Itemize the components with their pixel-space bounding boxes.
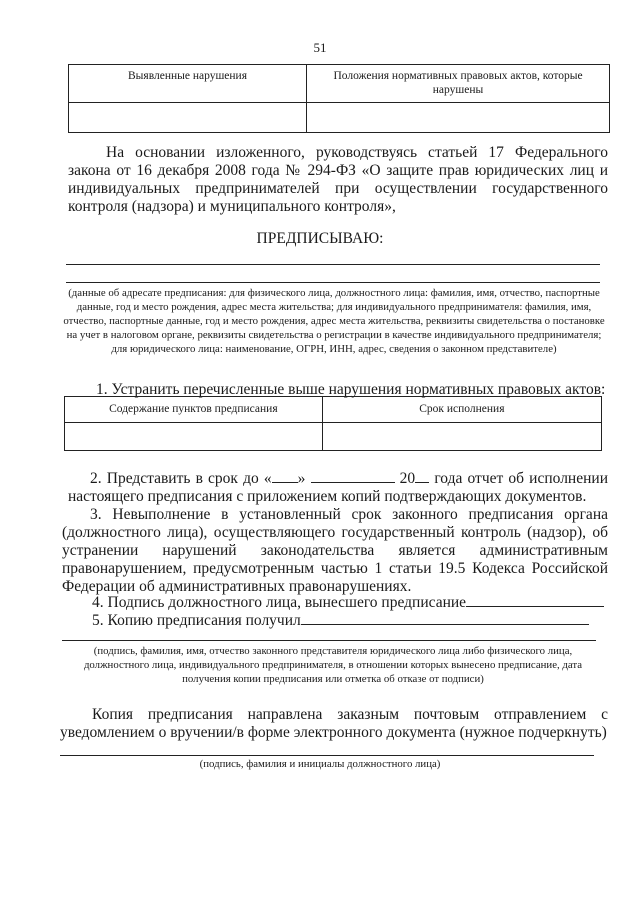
- addressee-note: (данные об адресате предписания: для физического лица, должностного лица: фамилия, имя, отчество, паспортные данные, год и место рождения, адрес места жительства; для индивидуального предпринимателя: фамилия, имя, отчество, паспортные данные, год и место рождения, адрес места жительства, реквизиты свидетельства о постановке на учет в налоговом органе, реквизиты свидетельства о регистрации в качестве индивидуального предпринимателя; для юридического лица: наименование, ОГРН, ИНН, адрес, сведения о законном представителе): [63, 287, 605, 355]
- violations-table-header-2: Положения нормативных правовых актов, которые нарушены: [307, 65, 610, 103]
- signature-blank: [466, 606, 604, 607]
- item-3: 3. Невыполнение в установленный срок законного предписания органа (должностного лица), осуществляющего государственный контроль (надзор), об устранении нарушений законодательства является административным правонарушением, предусмотренным частью 1 статьи 19.5 Кодекса Российской Федерации об административных правонарушениях.: [62, 506, 608, 595]
- violations-table-cell: [69, 103, 307, 133]
- item-2-text-b: »: [297, 470, 311, 487]
- basis-paragraph: На основании изложенного, руководствуясь статьей 17 Федерального закона от 16 декабря 2008 года № 294-ФЗ «О защите прав юридических лиц и индивидуальных предпринимателей при осуществлении государственного контроля (надзора) и муниципального контроля»,: [68, 144, 608, 215]
- violations-table: [68, 64, 610, 133]
- page-number: 51: [313, 40, 327, 55]
- official-note: (подпись, фамилия и инициалы должностного лица): [199, 758, 441, 770]
- prescription-table-cell: [322, 423, 601, 451]
- addressee-line-2: [66, 282, 600, 283]
- addressee-line-1: [66, 264, 600, 265]
- receiver-note: (подпись, фамилия, имя, отчество законного представителя юридического лица либо физического лица, должностного лица, индивидуального предпринимателя, в отношении которых вынесено предписание, дата получения копии предписания или отметка об отказе от подписи): [83, 645, 583, 685]
- item-5: [92, 612, 608, 630]
- official-signature-line: [60, 755, 594, 756]
- item-4: [92, 594, 608, 612]
- month-blank: [311, 482, 395, 483]
- prescribe-heading: ПРЕДПИСЫВАЮ:: [256, 230, 384, 247]
- year-blank: [415, 482, 429, 483]
- item-2: [68, 470, 608, 506]
- item-5-text: 5. Копию предписания получил: [92, 612, 301, 629]
- item-2-text-c: 20: [394, 470, 416, 487]
- prescription-table: [64, 396, 602, 451]
- prescription-table-cell: [65, 423, 323, 451]
- receiver-blank: [301, 624, 589, 625]
- prescription-table-header-2: Срок исполнения: [322, 397, 601, 423]
- copy-sent-paragraph: Копия предписания направлена заказным почтовым отправлением с уведомлением о вручении/в форме электронного документа (нужное подчеркнуть): [60, 706, 608, 741]
- day-blank: [272, 482, 298, 483]
- item-2-text-a: 2. Представить в срок до «: [90, 470, 272, 487]
- violations-table-header-1: Выявленные нарушения: [69, 65, 307, 103]
- item-4-text: 4. Подпись должностного лица, вынесшего предписание: [92, 594, 467, 611]
- item-2-text-d: года отчет об исполнении настоящего предписания с приложением копий подтверждающих документов.: [68, 470, 608, 505]
- item-1: 1. Устранить перечисленные выше нарушения нормативных правовых актов:: [96, 381, 606, 398]
- receiver-line: [62, 640, 596, 641]
- prescription-table-header-1: Содержание пунктов предписания: [65, 397, 323, 423]
- violations-table-cell: [307, 103, 610, 133]
